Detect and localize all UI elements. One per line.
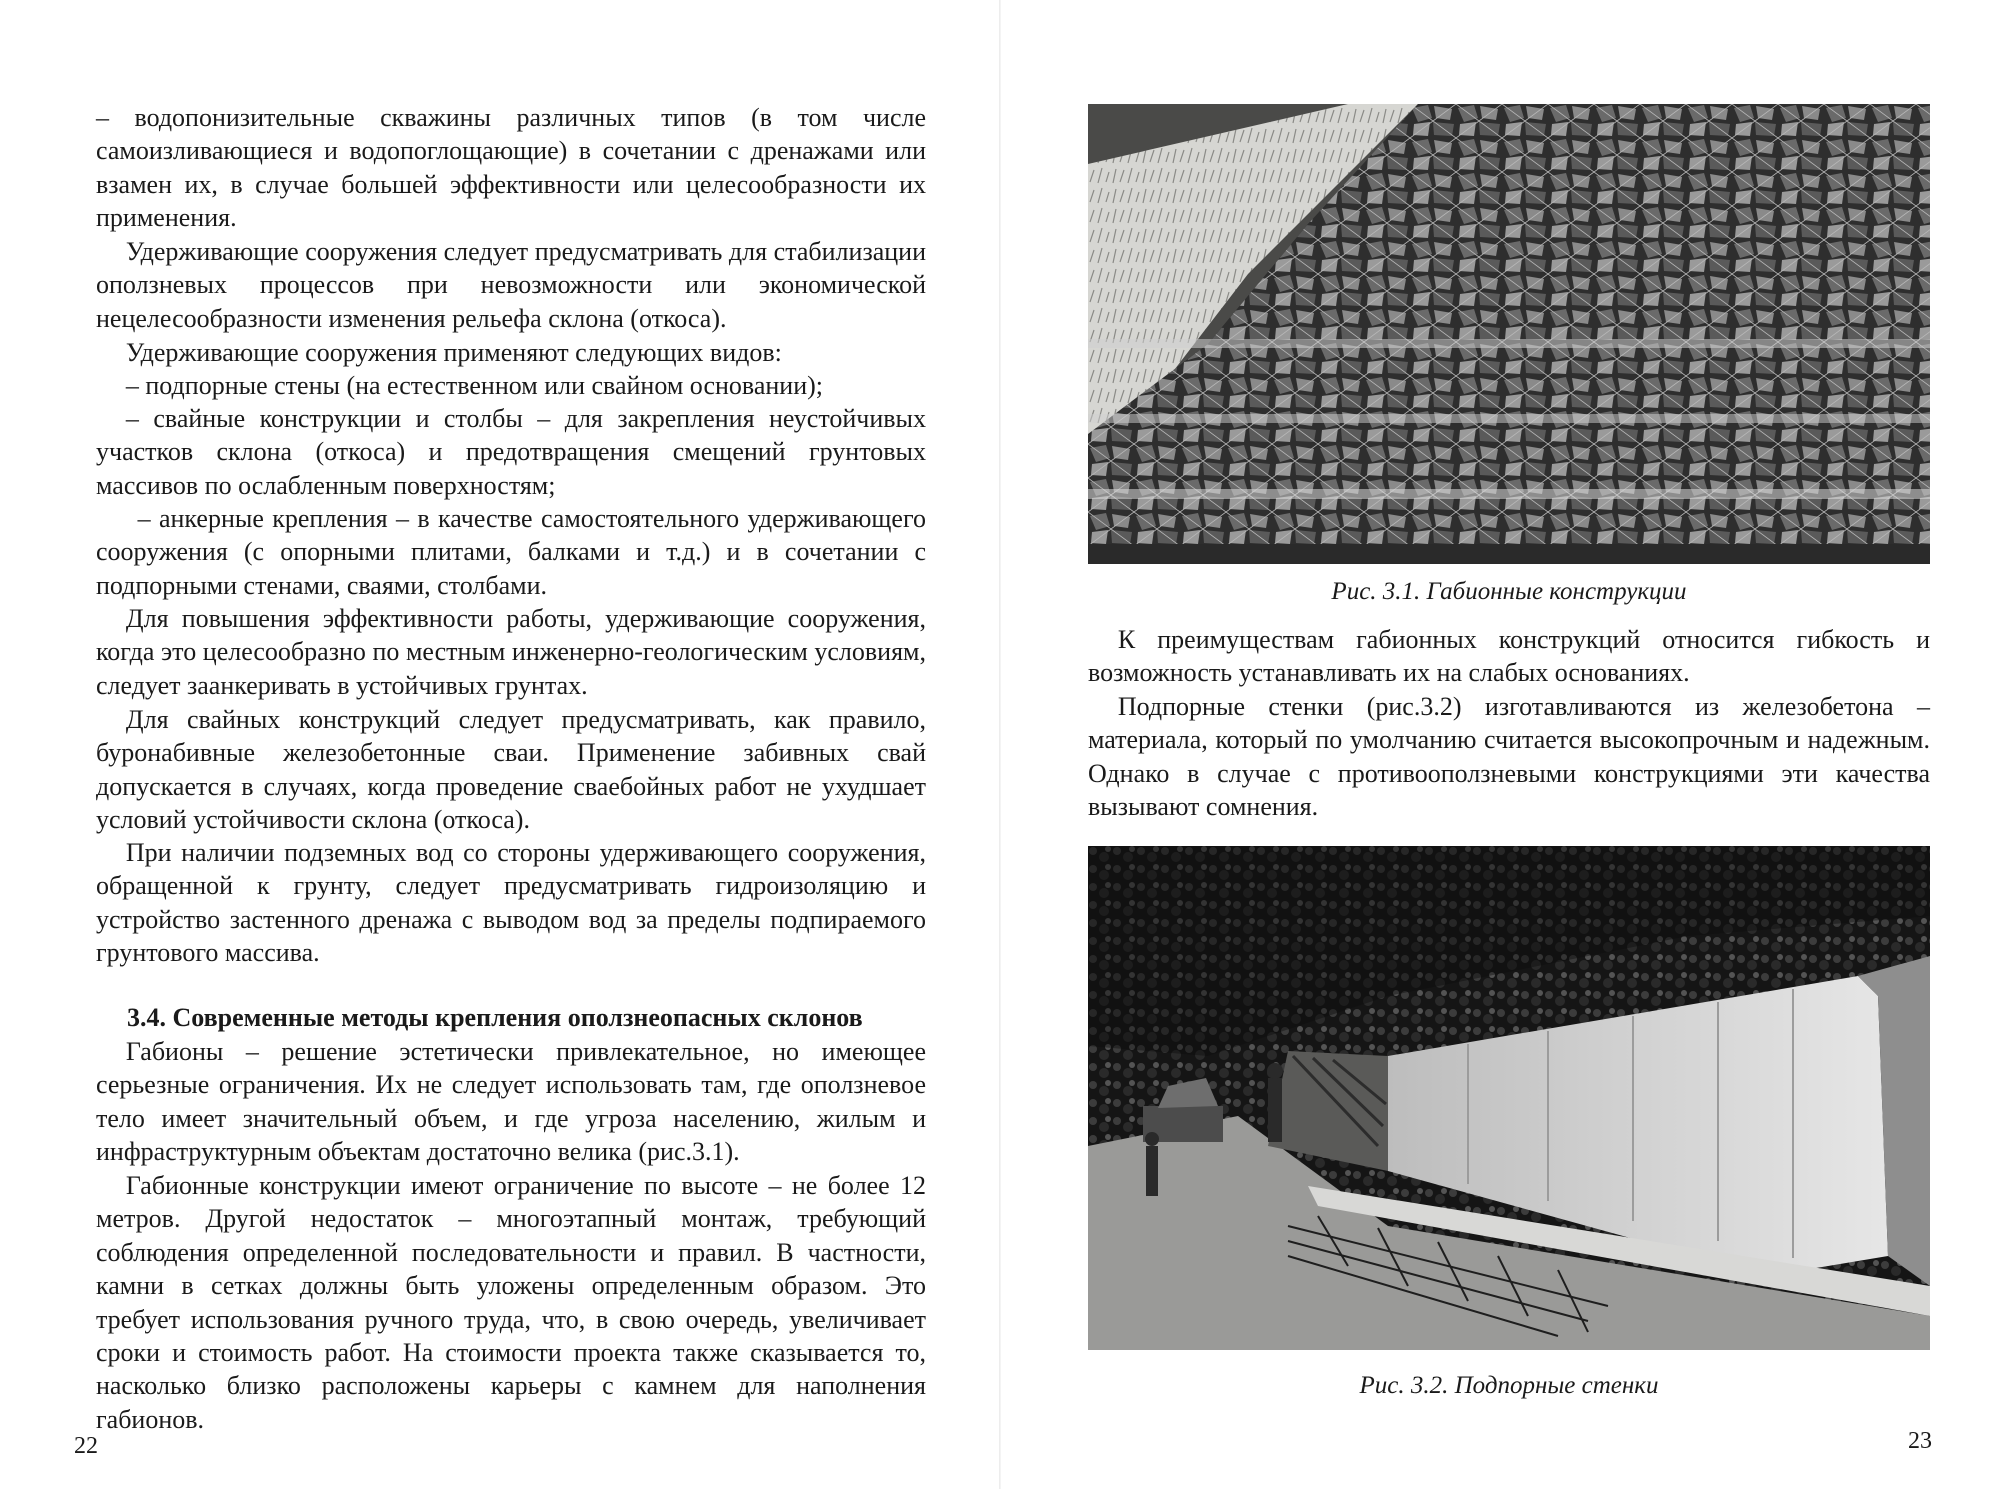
list-item-retaining-walls: – подпорные стены (на естественном или свайном основании);: [125, 371, 823, 400]
paragraph-retaining-structures: Удерживающие сооружения следует предусматривать для стабилизации оползневых процессов при невозможности или экономической нецелесообразности изменения рельефа склона (откоса).: [96, 237, 926, 333]
paragraph-bored-piles: Для свайных конструкций следует предусматривать, как правило, буронабивные железобетонные сваи. Применение забивных свай допускается в случаях, когда проведение сваебойных работ не ухудшает условий устойчивости склона (откоса).: [96, 705, 926, 835]
paragraph-groundwater: При наличии подземных вод со стороны удерживающего сооружения, обращенной к грунту, следует предусматривать гидроизоляцию и устройство застенного дренажа с выводом вод за пределы подпираемого грунтового массива.: [96, 838, 926, 968]
page-number-left: 22: [74, 1433, 98, 1459]
paragraph-anchoring: Для повышения эффективности работы, удерживающие сооружения, когда это целесообразно по местным инженерно-геологическим условиям, следует заанкеривать в устойчивых грунтах.: [96, 604, 926, 700]
paragraph-gabions: Габионы – решение эстетически привлекательное, но имеющее серьезные ограничения. Их не следует использовать там, где оползневое тело имеет значительный объем, и где угроза населению, жилым и инфраструктурным объектам достаточно велика (рис.3.1).: [96, 1037, 926, 1167]
section-heading-3-4: 3.4. Современные методы крепления оползнеопасных склонов: [127, 1003, 863, 1032]
figure-2-caption: Рис. 3.2. Подпорные стенки: [1359, 1372, 1659, 1399]
right-page: [1000, 0, 2000, 1489]
paragraph-retaining-walls: Подпорные стенки (рис.3.2) изготавливаются из железобетона – материала, который по умолчанию считается высокопрочным и надежным. Однако в случае с противооползневыми конструкциями эти качества вызывают сомнения.: [1088, 692, 1930, 822]
list-item-anchors: – анкерные крепления – в качестве самостоятельного удерживающего сооружения (с опорными плитами, балками и т.д.) и в сочетании с подпорными стенами, сваями, столбами.: [96, 504, 926, 600]
paragraph-gabion-advantages: К преимуществам габионных конструкций относится гибкость и возможность устанавливать их на слабых основаниях.: [1088, 625, 1930, 688]
list-item-pile-structures: – свайные конструкции и столбы – для закрепления неустойчивых участков склона (откоса) и предотвращения смещений грунтовых массивов по ослабленным поверхностям;: [96, 404, 926, 500]
figure-gabion-structures-photo: [1088, 104, 1930, 564]
paragraph-gabion-limits: Габионные конструкции имеют ограничение по высоте – не более 12 метров. Другой недостаток – многоэтапный монтаж, требующий соблюдения определенной последовательности и правил. В частности, камни в сетках должны быть уложены определенным образом. Это требует использования ручного труда, что, в свою очередь, увеличивает сроки и стоимость работ. На стоимости проекта также сказывается то, насколько близко расположены карьеры с камнем для наполнения габионов.: [96, 1171, 926, 1434]
retaining-wall-photo-illustration: [1088, 846, 1930, 1350]
figure-1-caption: Рис. 3.1. Габионные конструкции: [1331, 578, 1687, 605]
paragraph-types-intro: Удерживающие сооружения применяют следующих видов:: [125, 338, 782, 367]
paragraph-wells: – водопонизительные скважины различных типов (в том числе самоизливающиеся и водопоглощающие) в сочетании с дренажами или взамен их, в случае большей эффективности или целесообразности их применения.: [96, 103, 926, 233]
page-number-right: 23: [1908, 1428, 1932, 1454]
figure-retaining-walls-photo: [1088, 846, 1930, 1350]
gabion-photo-illustration: [1088, 104, 1930, 564]
